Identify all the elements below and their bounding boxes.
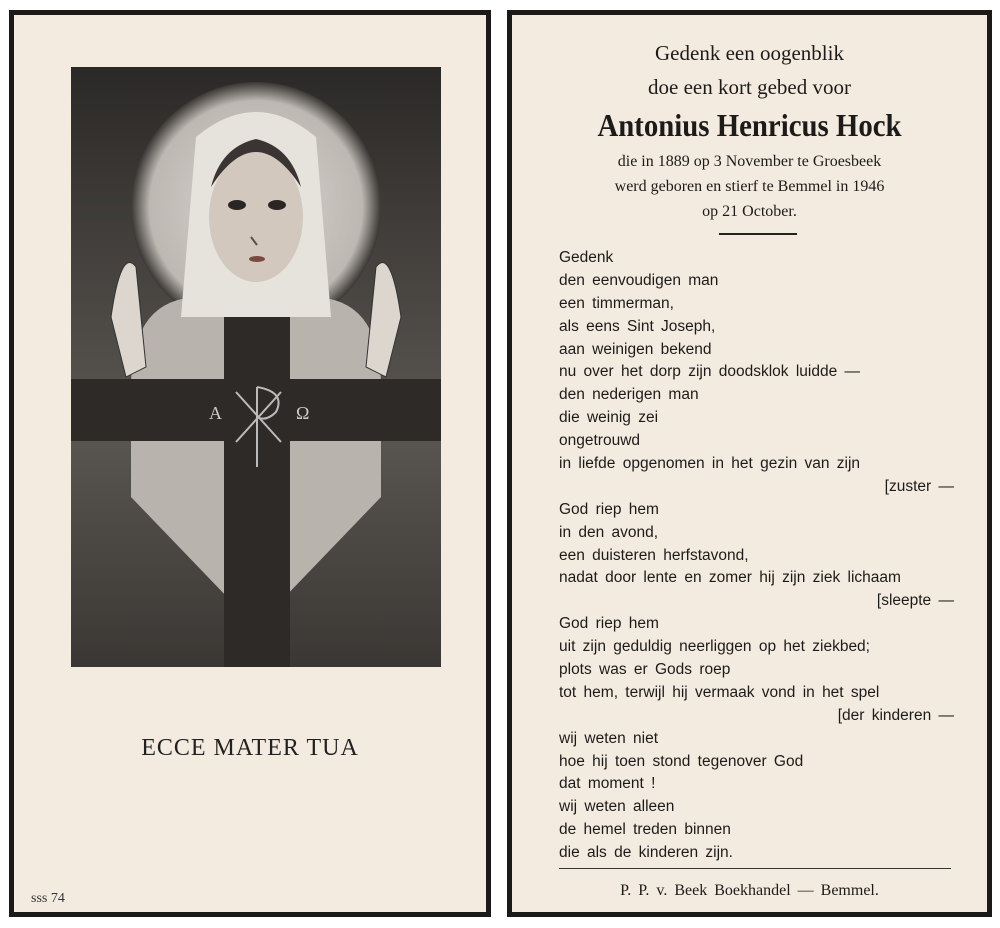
poem-line: een duisteren herfstavond, [559, 546, 749, 564]
poem-line: die weinig zei [559, 409, 659, 427]
poem-line: ongetrouwd [559, 432, 641, 450]
poem-line: [zuster — [884, 477, 954, 495]
poem-line: den eenvoudigen man [559, 271, 719, 289]
madonna-image [71, 67, 441, 667]
poem-line: [der kinderen — [837, 706, 954, 724]
poem-line: wij weten alleen [559, 798, 675, 816]
face [209, 152, 303, 282]
madonna-cross-illustration [71, 67, 441, 667]
poem-line: aan weinigen bekend [559, 340, 712, 358]
poem [559, 247, 954, 865]
death-date: op 21 October. [702, 203, 797, 220]
birth-info: die in 1889 op 3 November te Groesbeek [617, 153, 882, 170]
poem-line: in den avond, [559, 523, 659, 541]
image-caption: ECCE MATER TUA [141, 735, 359, 761]
poem-line: [sleepte — [876, 592, 954, 610]
divider [559, 868, 951, 869]
poem-line: hoe hij toen stond tegenover God [559, 752, 804, 770]
header-line-1: Gedenk een oogenblik [655, 41, 844, 65]
header-line-2: doe een kort gebed voor [648, 75, 851, 99]
poem-line: uit zijn geduldig neerliggen op het ziekbed; [559, 638, 870, 656]
divider [719, 233, 797, 235]
death-info: werd geboren en stierf te Bemmel in 1946 [614, 178, 885, 195]
cross-vertical [224, 317, 290, 667]
memorial-card-front [9, 10, 491, 917]
poem-line: plots was er Gods roep [559, 661, 731, 679]
poem-line: tot hem, terwijl hij vermaak vond in het spel [559, 683, 880, 701]
poem-line: nu over het dorp zijn doodsklok luidde — [559, 363, 861, 381]
omega-symbol: Ω [296, 403, 310, 423]
card-code: sss 74 [31, 891, 65, 906]
poem-line: God riep hem [559, 500, 659, 518]
poem-line: nadat door lente en zomer hij zijn ziek lichaam [559, 569, 901, 587]
poem-line: Gedenk [559, 249, 614, 266]
deceased-name: Antonius Henricus Hock [597, 107, 902, 143]
poem-line: in liefde opgenomen in het gezin van zijn [559, 455, 861, 473]
poem-line: als eens Sint Joseph, [559, 317, 716, 335]
poem-line: dat moment ! [559, 775, 656, 793]
poem-line: wij weten niet [559, 729, 659, 747]
poem-line: God riep hem [559, 615, 659, 633]
poem-line: de hemel treden binnen [559, 821, 731, 839]
poem-line: een timmerman, [559, 294, 674, 312]
alpha-symbol: A [209, 403, 222, 423]
poem-line: den nederigen man [559, 386, 699, 404]
printer-credit: P. P. v. Beek Boekhandel — Bemmel. [620, 882, 879, 899]
poem-line: die als de kinderen zijn. [559, 844, 733, 862]
memorial-card-text [507, 10, 992, 917]
